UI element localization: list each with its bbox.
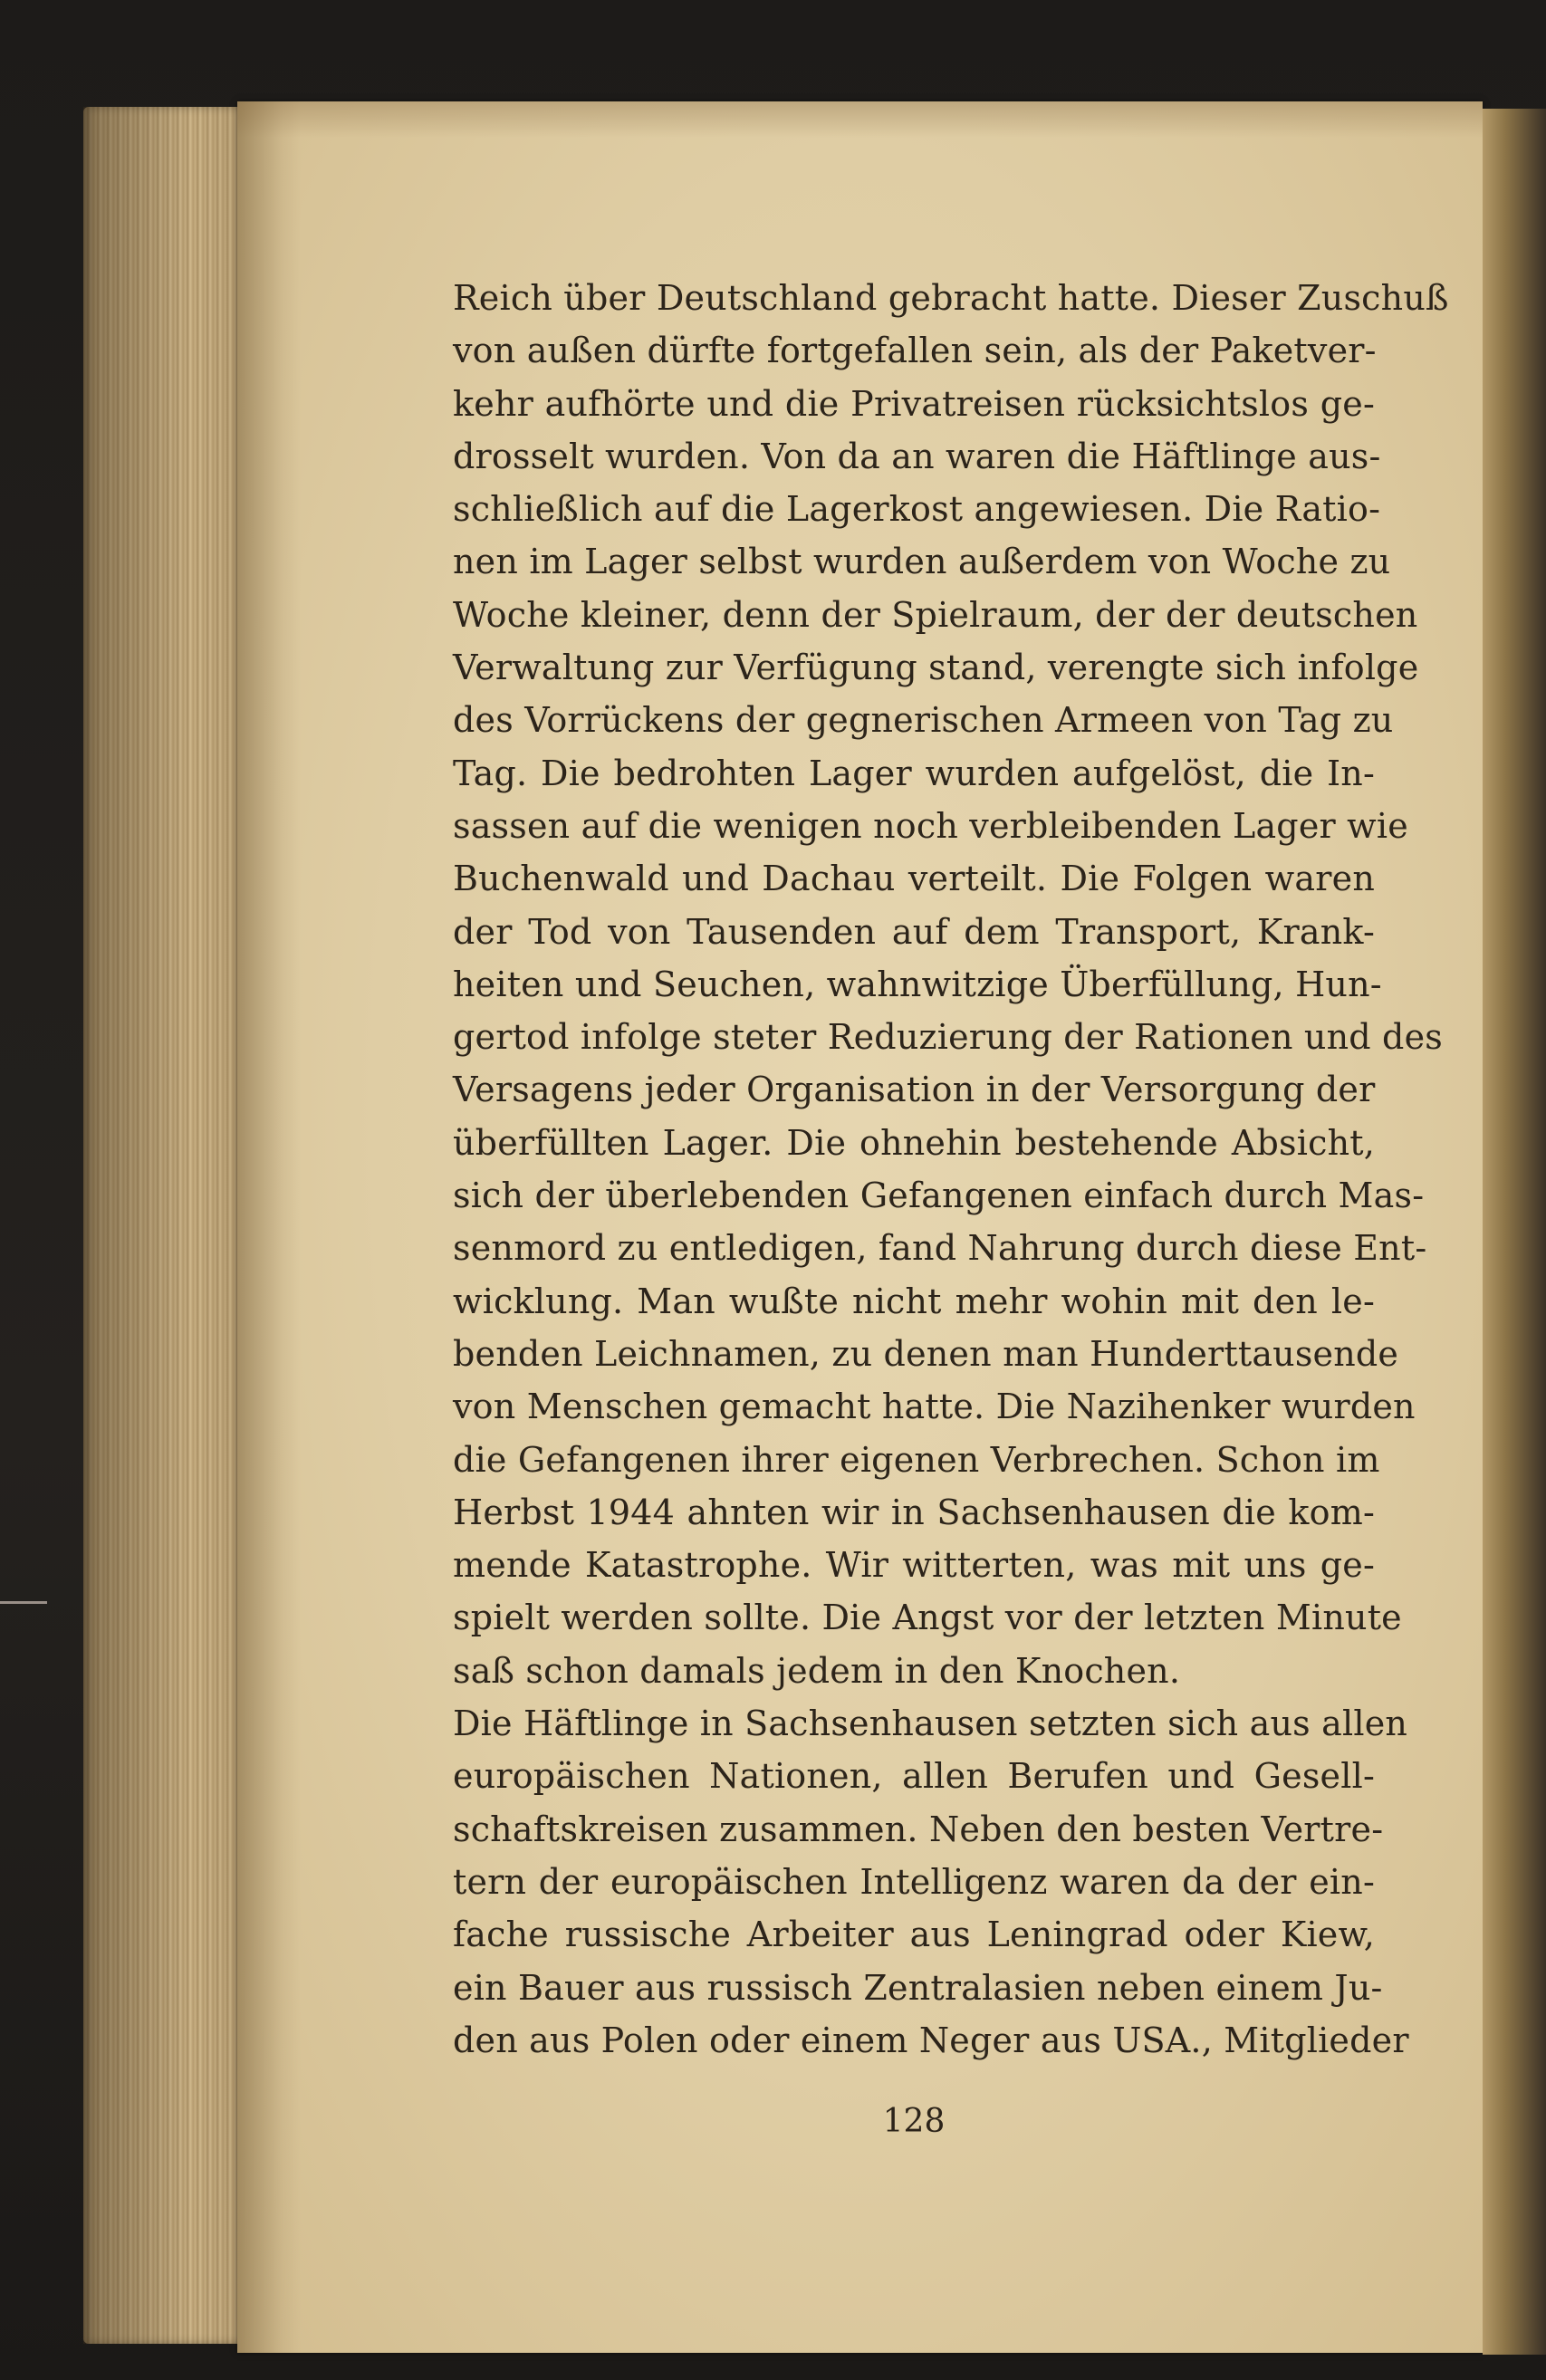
text-line: Tag. Die bedrohten Lager wurden aufgelöst, die In- bbox=[453, 753, 1375, 793]
text-line: Herbst 1944 ahnten wir in Sachsenhausen die kom- bbox=[453, 1492, 1375, 1532]
paragraph-end-line: saß schon damals jedem in den Knochen. bbox=[453, 1650, 1181, 1691]
text-line: tern der europäischen Intelligenz waren da der ein- bbox=[453, 1861, 1375, 1902]
gutter-shadow bbox=[237, 101, 301, 2353]
text-line: kehr aufhörte und die Privatreisen rücksichtslos ge- bbox=[453, 383, 1375, 424]
text-line: Versagens jeder Organisation in der Versorgung der bbox=[453, 1070, 1376, 1110]
text-line: sassen auf die wenigen noch verbleibenden Lager wie bbox=[453, 805, 1408, 846]
text-line: der Tod von Tausenden auf dem Transport, Krank- bbox=[453, 911, 1375, 952]
text-line: von Menschen gemacht hatte. Die Nazihenker wurden bbox=[453, 1387, 1416, 1427]
text-line: Reich über Deutschland gebracht hatte. Dieser Zuschuß bbox=[453, 278, 1449, 318]
text-line: die Gefangenen ihrer eigenen Verbrechen. Schon im bbox=[453, 1439, 1380, 1480]
text-line: heiten und Seuchen, wahnwitzige Überfüllung, Hun- bbox=[453, 964, 1382, 1004]
text-line: überfüllten Lager. Die ohnehin bestehende Absicht, bbox=[453, 1122, 1375, 1163]
text-line: europäischen Nationen, allen Berufen und Gesell- bbox=[453, 1756, 1375, 1797]
body-text bbox=[453, 272, 1449, 2067]
text-line: wicklung. Man wußte nicht mehr wohin mit den le- bbox=[453, 1281, 1375, 1321]
page-number: 128 bbox=[882, 2103, 946, 2140]
text-line: senmord zu entledigen, fand Nahrung durch diese Ent- bbox=[453, 1228, 1427, 1269]
text-line: benden Leichnamen, zu denen man Hunderttausende bbox=[453, 1333, 1399, 1374]
text-line: drosselt wurden. Von da an waren die Häftlinge aus- bbox=[453, 436, 1381, 476]
text-line: ein Bauer aus russisch Zentralasien neben einem Ju- bbox=[453, 1967, 1383, 2008]
text-line: schaftskreisen zusammen. Neben den besten Vertre- bbox=[453, 1809, 1384, 1849]
text-line: mende Katastrophe. Wir witterten, was mit uns ge- bbox=[453, 1545, 1375, 1586]
text-line: den aus Polen oder einem Neger aus USA., Mitglieder bbox=[453, 2020, 1409, 2060]
text-line: spielt werden sollte. Die Angst vor der letzten Minute bbox=[453, 1598, 1402, 1638]
text-line: nen im Lager selbst wurden außerdem von Woche zu bbox=[453, 542, 1391, 582]
text-line: Buchenwald und Dachau verteilt. Die Folgen waren bbox=[453, 859, 1375, 899]
text-line: Verwaltung zur Verfügung stand, verengte sich infolge bbox=[453, 648, 1419, 688]
text-line: schließlich auf die Lagerkost angewiesen. Die Ratio- bbox=[453, 489, 1381, 530]
next-page-edge bbox=[1483, 109, 1546, 2355]
text-line: sich der überlebenden Gefangenen einfach durch Mas- bbox=[453, 1176, 1425, 1216]
top-shade bbox=[237, 101, 1483, 138]
text-line: von außen dürfte fortgefallen sein, als der Paketver- bbox=[453, 331, 1377, 371]
text-line: des Vorrückens der gegnerischen Armeen von Tag zu bbox=[453, 700, 1394, 741]
text-line: Die Häftlinge in Sachsenhausen setzten sich aus allen bbox=[453, 1703, 1408, 1744]
text-line: gertod infolge steter Reduzierung der Rationen und des bbox=[453, 1017, 1443, 1058]
text-line: fache russische Arbeiter aus Leningrad oder Kiew, bbox=[453, 1915, 1375, 1955]
scan-edge-marker bbox=[0, 1601, 47, 1604]
text-line: Woche kleiner, denn der Spielraum, der der deutschen bbox=[453, 594, 1418, 635]
